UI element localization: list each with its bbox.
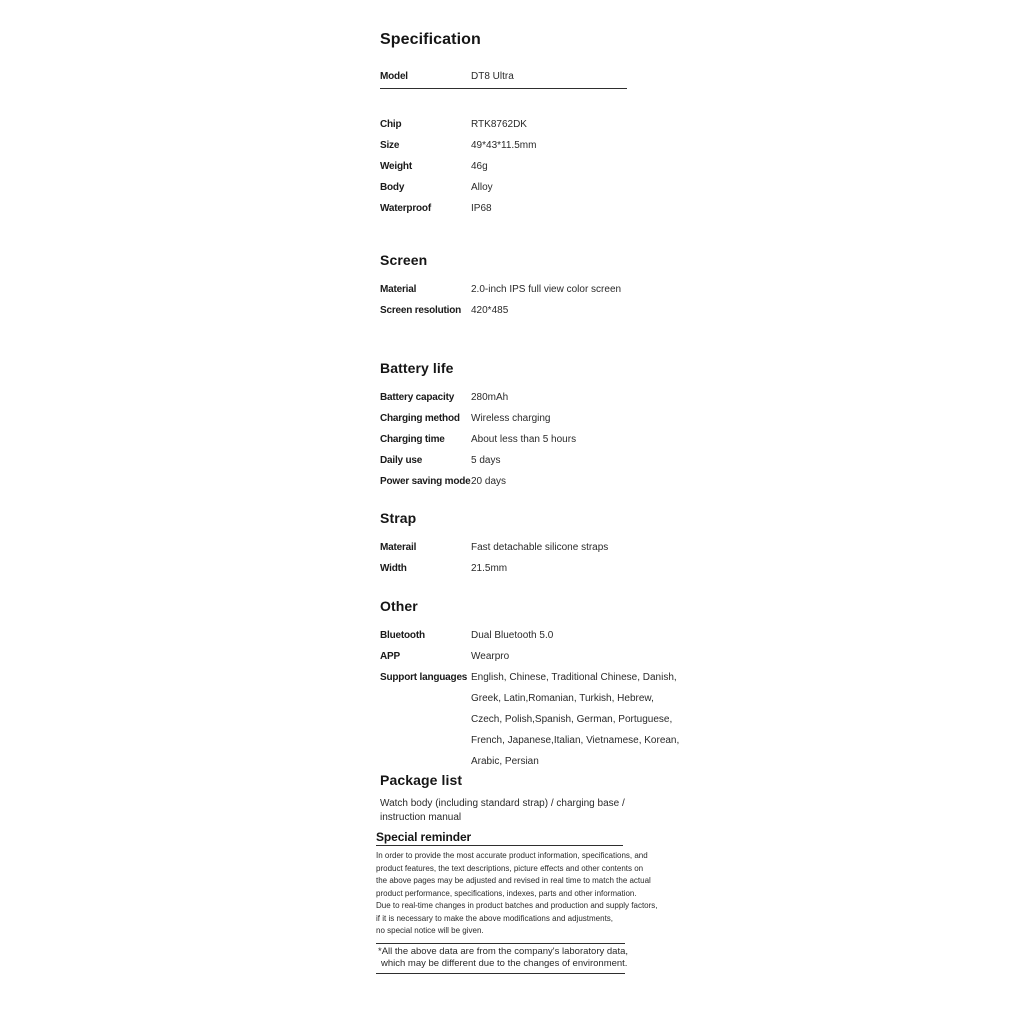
model-row [380,70,627,89]
text-line: product features, the text descriptions, picture effects and other contents on [376,863,644,873]
section-heading: Strap [380,510,417,526]
spec-value-line: English, Chinese, Traditional Chinese, Danish, [471,672,677,683]
spec-row-value: 46g [471,161,488,172]
spec-row-label: APP [380,651,400,662]
spec-section-battery-life [380,359,672,496]
spec-row [380,283,672,296]
spec-row [380,433,672,446]
spec-row-label: Width [380,563,407,574]
spec-row [380,454,672,467]
spec-section-other [380,597,680,776]
text-line: if it is necessary to make the above modifications and adjustments, [376,913,614,923]
spec-row-label: Charging method [380,413,460,424]
footnote [376,943,629,974]
text-line: Watch body (including standard strap) / charging base / [380,798,625,809]
text-line: In order to provide the most accurate product information, specifications, and [376,851,648,860]
spec-row [380,650,672,663]
spec-row-label: Bluetooth [380,630,425,641]
spec-row-label: Size [380,140,400,151]
spec-row [380,304,672,317]
spec-row [380,629,672,642]
spec-row [380,202,672,215]
special-reminder-text [376,850,658,938]
spec-row [380,139,672,152]
spec-sections [380,118,680,776]
spec-row-value: Alloy [471,182,493,193]
section-heading: Other [380,598,418,614]
text-line: the above pages may be adjusted and revised in real time to match the actual [376,876,651,885]
footnote-text [378,945,629,971]
spec-section-strap [380,509,672,583]
spec-content [376,30,680,974]
spec-row-value: 20 days [471,476,507,487]
section-heading: Battery life [380,360,454,376]
spec-row-value: IP68 [471,203,492,214]
spec-row-label: Body [380,182,405,193]
spec-row [380,475,672,488]
spec-row-value: 21.5mm [471,563,508,574]
spec-row-label: Daily use [380,455,423,466]
spec-section-screen [380,251,672,325]
special-reminder-section [376,830,658,938]
spec-row [380,391,672,404]
spec-row-label: Battery capacity [380,392,455,403]
spec-row-label: Material [380,284,417,295]
spec-row-value: Wireless charging [471,413,551,424]
package-list-text [380,797,672,825]
spec-row [380,671,680,768]
spec-row-label: Weight [380,161,412,172]
spec-row-label: Waterproof [380,203,431,214]
spec-row-label: Support languages [380,672,468,683]
spec-row-value: Fast detachable silicone straps [471,542,609,553]
text-line: Due to real-time changes in product batches and production and supply factors, [376,901,658,910]
text-line: instruction manual [380,812,462,823]
spec-row-label: Charging time [380,434,445,445]
spec-row [380,118,672,131]
text-line: product performance, specifications, indexes, parts and other information. [376,888,637,898]
text-line: which may be different due to the changes of environment. [381,958,628,969]
spec-row [380,541,672,554]
spec-row-label: Screen resolution [380,305,462,316]
spec-row-value: 2.0-inch IPS full view color screen [471,284,622,295]
spec-row [380,562,672,575]
section-heading-package-list: Package list [380,772,463,788]
spec-row-value: 420*485 [471,305,509,316]
spec-value-line: French, Japanese,Italian, Vietnamese, Korean, [471,735,680,746]
spec-row [380,412,672,425]
page-title: Specification [380,31,481,48]
spec-row-value [471,671,679,768]
spec-row-value: About less than 5 hours [471,434,577,445]
spec-row-value: 49*43*11.5mm [471,140,537,151]
spec-row-value: 280mAh [471,392,509,403]
spec-row [380,160,672,173]
spec-section-general [380,118,672,223]
spec-row-label: Power saving mode [380,476,471,487]
spec-row-value: Wearpro [471,651,510,662]
text-line: *All the above data are from the company's laboratory data, [378,945,629,957]
spec-value-line: Czech, Polish,Spanish, German, Portuguese, [471,714,673,725]
spec-row-label: Chip [380,119,402,130]
text-line: no special notice will be given. [376,926,484,935]
spec-row-value: 5 days [471,455,501,466]
section-heading-special-reminder: Special reminder [376,830,623,846]
spec-row-label: Materail [380,542,417,553]
spec-row-value: RTK8762DK [471,119,527,130]
package-list-section [380,771,672,825]
model-label: Model [380,71,408,82]
spec-value-line: Greek, Latin,Romanian, Turkish, Hebrew, [471,693,654,704]
spec-row-value: Dual Bluetooth 5.0 [471,630,554,641]
spec-row [380,181,672,194]
spec-value-line: Arabic, Persian [471,756,539,767]
section-heading: Screen [380,252,428,268]
model-value: DT8 Ultra [471,71,514,82]
